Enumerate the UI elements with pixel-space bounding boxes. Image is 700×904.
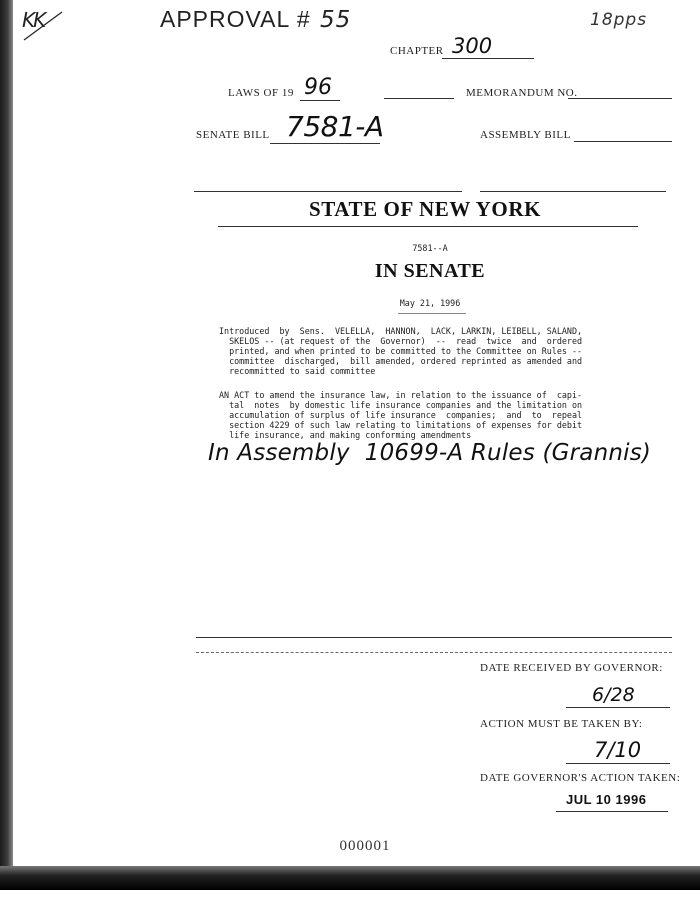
laws-underline <box>300 100 340 101</box>
state-heading: STATE OF NEW YORK <box>308 197 542 221</box>
action-by-label: ACTION MUST BE TAKEN BY: <box>480 718 643 730</box>
act-line: tal notes by domestic life insurance companies and the limitation on <box>219 400 583 410</box>
state-underline <box>218 226 638 227</box>
introduced-line: SKELOS -- (at request of the Governor) -- read twice and ordered <box>219 336 583 346</box>
senate-bill-underline <box>270 143 380 144</box>
approval-label: APPROVAL # <box>160 6 311 32</box>
memorandum-label: MEMORANDUM NO. <box>466 87 578 99</box>
action-taken-stamp: JUL 10 1996 <box>566 792 647 807</box>
assembly-bill-underline <box>574 141 672 142</box>
act-line: accumulation of surplus of life insurance companies; and to repeal <box>219 410 583 420</box>
bill-date: May 21, 1996 <box>399 298 461 308</box>
scan-edge-left <box>0 0 13 880</box>
introduced-line: printed, and when printed to be committed to the Committee on Rules -- <box>219 346 583 356</box>
approval-number: 55 <box>320 7 352 33</box>
chapter-label: CHAPTER <box>390 45 444 57</box>
date-received-underline <box>566 707 670 708</box>
lower-rule-2 <box>196 652 672 653</box>
memorandum-underline <box>568 98 672 99</box>
introduced-line: recommitted to said committee <box>219 366 376 376</box>
corner-note: 18pps <box>590 10 648 30</box>
memo-leading-line <box>384 98 454 99</box>
laws-label: LAWS OF 19 <box>228 87 294 99</box>
chapter-value: 300 <box>452 34 493 58</box>
assembly-bill-label: ASSEMBLY BILL <box>480 129 571 141</box>
senate-bill-label: SENATE BILL <box>196 129 270 141</box>
introduced-line: committee discharged, bill amended, ordered reprinted as amended and <box>219 356 583 366</box>
corner-stroke-mark <box>14 6 74 46</box>
introduced-block <box>219 326 582 376</box>
action-by-underline <box>566 763 670 764</box>
date-received-value: 6/28 <box>592 684 635 706</box>
assembly-handwritten-note: In Assembly 10699-A Rules (Grannis) <box>208 440 652 466</box>
introduced-line: Introduced by Sens. VELELLA, HANNON, LACK, LARKIN, LEIBELL, SALAND, <box>219 326 583 336</box>
act-line: AN ACT to amend the insurance law, in relation to the issuance of capi- <box>219 390 583 400</box>
scan-edge-bottom <box>0 866 700 890</box>
date-received-label: DATE RECEIVED BY GOVERNOR: <box>480 662 663 674</box>
action-taken-label: DATE GOVERNOR'S ACTION TAKEN: <box>480 772 681 784</box>
page-number: 000001 <box>339 838 391 854</box>
laws-value: 96 <box>304 75 332 100</box>
act-block <box>219 390 582 440</box>
separator-right <box>480 191 666 192</box>
senate-bill-value: 7581-A <box>286 110 384 143</box>
action-by-value: 7/10 <box>594 738 642 762</box>
act-line: section 4229 of such law relating to limitations of expenses for debit <box>219 420 583 430</box>
date-underline <box>398 313 466 314</box>
approval-heading <box>160 6 351 33</box>
bill-number: 7581--A <box>412 243 448 253</box>
corner-initials: KK <box>22 8 45 32</box>
act-line: life insurance, and making conforming amendments <box>219 430 472 440</box>
lower-rule-1 <box>196 637 672 638</box>
separator-left <box>194 191 462 192</box>
chapter-underline <box>442 58 534 59</box>
action-taken-underline <box>556 811 668 812</box>
chamber-heading: IN SENATE <box>374 260 486 282</box>
